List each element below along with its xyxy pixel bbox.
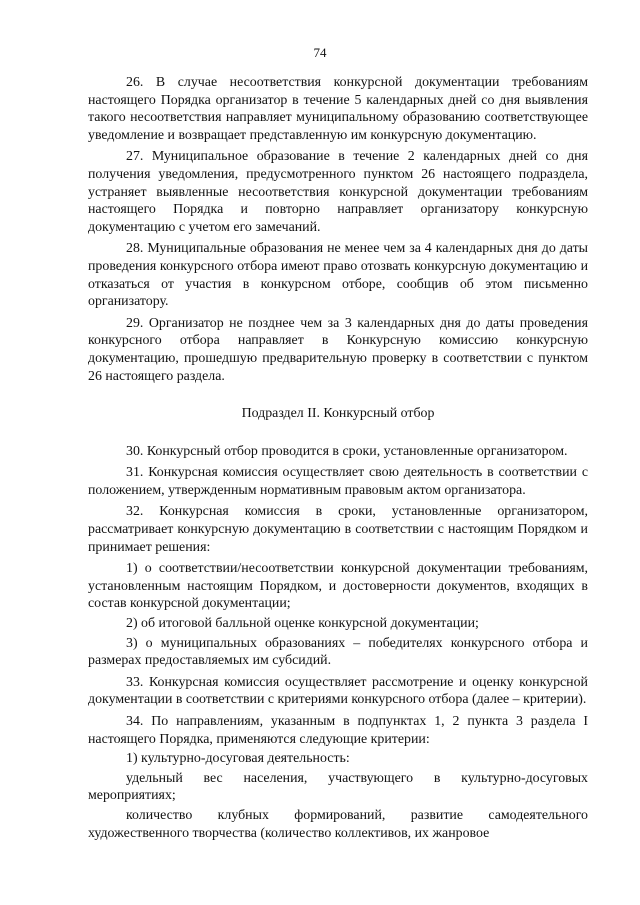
paragraph-27: 27. Муниципальное образование в течение 2 календарных дней со дня получения уведомления, предусмотренного пунктом 26 настоящего подраздела, устраняет выявленные несоответствия конкурсной документации требованиям настоящего Порядка и повторно направляет организатору конкурсную документацию с учетом его замечаний.: [88, 149, 588, 235]
paragraph-32: 32. Конкурсная комиссия в сроки, установленные организатором, рассматривает конкурсную документацию в соответствии с настоящим Порядком и принимает решения:: [88, 504, 588, 555]
page-number: 74: [313, 45, 327, 60]
paragraph-26: 26. В случае несоответствия конкурсной документации требованиям настоящего Порядка организатор в течение 5 календарных дней со дня выявления такого несоответствия направляет муниципальному образованию соответствующее уведомление и возвращает представленную им конкурсную документацию.: [88, 75, 588, 143]
paragraph-33: 33. Конкурсная комиссия осуществляет рассмотрение и оценку конкурсной документации в соответствии с критериями конкурсного отбора (далее – критерии).: [88, 674, 588, 708]
paragraph-34: 34. По направлениям, указанным в подпунктах 1, 2 пункта 3 раздела I настоящего Порядка, применяются следующие критерии:: [88, 714, 588, 747]
document-body: [88, 74, 588, 844]
subsection-heading: Подраздел II. Конкурсный отбор: [241, 406, 435, 422]
paragraph-31: 31. Конкурсная комиссия осуществляет свою деятельность в соответствии с положением, утвержденным нормативным правовым актом организатора.: [88, 465, 588, 498]
paragraph-34-item-1: 1) культурно-досуговая деятельность:: [126, 751, 350, 767]
paragraph-32-item-1: 1) о соответствии/несоответствии конкурсной документации требованиям, установленным настоящим Порядком, и достоверности документов, входящих в состав конкурсной документации;: [88, 561, 588, 612]
paragraph-30: 30. Конкурсный отбор проводится в сроки, установленные организатором.: [126, 443, 568, 459]
criterion-club-formations: количество клубных формирований, развитие самодеятельного художественного творчества (количество коллективов, их жанровое: [88, 807, 588, 841]
paragraph-28: 28. Муниципальные образования не менее чем за 4 календарных дня до даты проведения конкурсного отбора имеют право отозвать конкурсную документацию и отказаться от участия в конкурсном отборе, сообщив об этом письменно организатору.: [88, 241, 588, 310]
criterion-population-share: удельный вес населения, участвующего в культурно-досуговых мероприятиях;: [88, 770, 588, 804]
paragraph-29: 29. Организатор не позднее чем за 3 календарных дня до даты проведения конкурсного отбора направляет в Конкурсную комиссию конкурсную документацию, прошедшую предварительную проверку в соответствии с пунктом 26 настоящего раздела.: [88, 315, 588, 384]
paragraph-32-item-3: 3) о муниципальных образованиях – победителях конкурсного отбора и размерах предоставляемых им субсидий.: [88, 635, 588, 669]
paragraph-32-item-2: 2) об итоговой балльной оценке конкурсной документации;: [126, 616, 479, 632]
